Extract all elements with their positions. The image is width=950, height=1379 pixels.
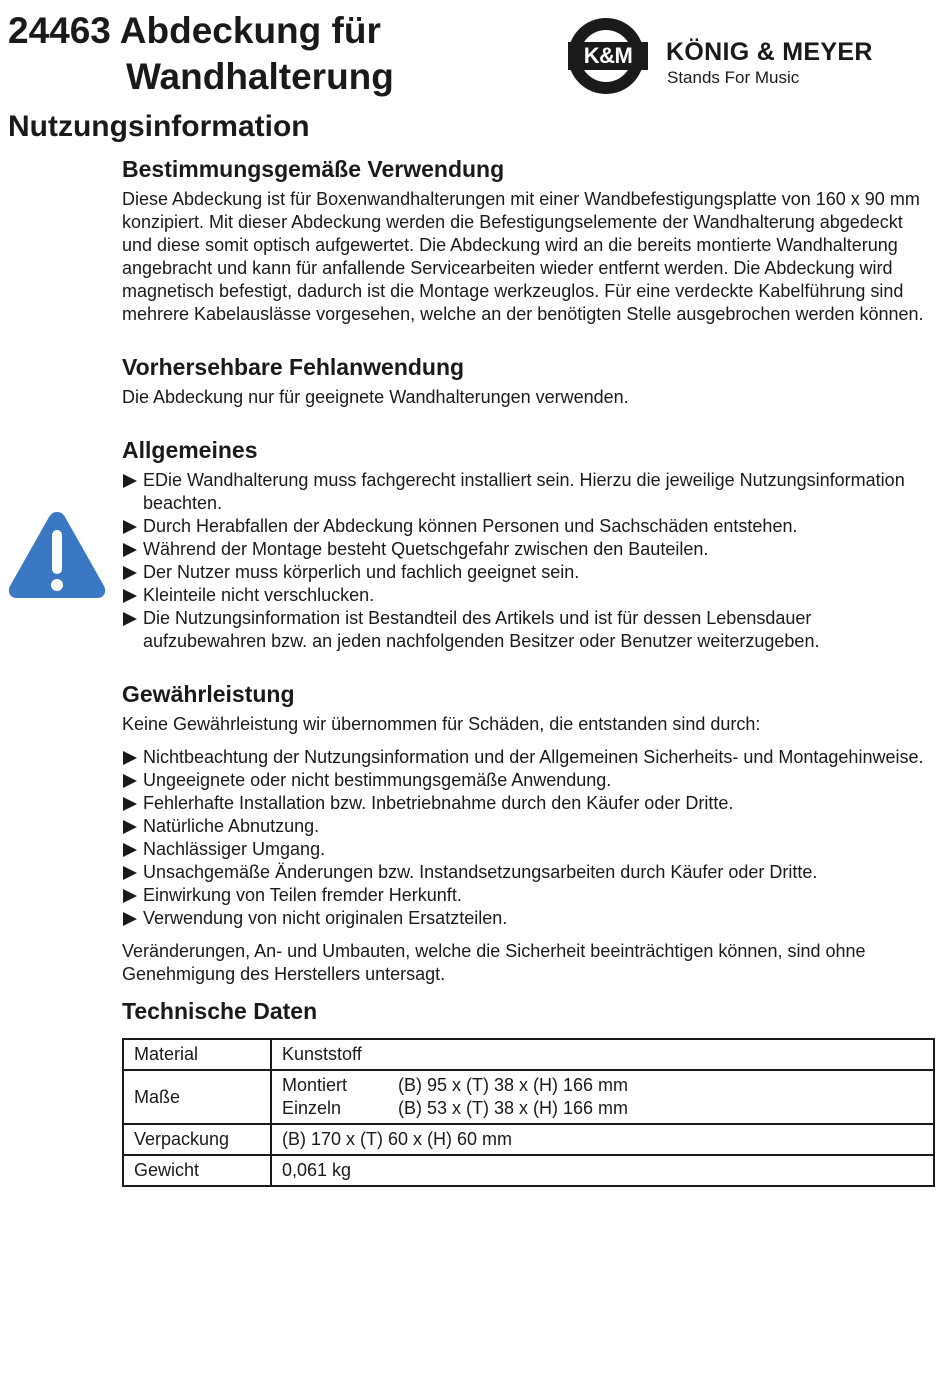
spec-label: Maße <box>123 1070 271 1124</box>
general-list <box>122 469 937 653</box>
document-title-line2: Wandhalterung <box>126 56 394 97</box>
list-item: Verwendung von nicht originalen Ersatzteilen. <box>122 907 937 930</box>
spec-value <box>271 1070 934 1124</box>
table-row <box>123 1039 934 1070</box>
brand-logo <box>568 18 938 94</box>
dimension-label: Einzeln <box>282 1098 342 1118</box>
section-heading: Gewährleistung <box>122 681 295 707</box>
list-item: Unsachgemäße Änderungen bzw. Instandsetzungsarbeiten durch Käufer oder Dritte. <box>122 861 937 884</box>
section-specs <box>122 994 937 1187</box>
list-item: Natürliche Abnutzung. <box>122 815 937 838</box>
main-heading: Nutzungsinformation <box>8 110 310 143</box>
section-warranty <box>122 677 937 986</box>
dimension-value: (B) 95 x (T) 38 x (H) 166 mm <box>398 1075 629 1095</box>
document-title-line1: 24463 Abdeckung für <box>8 10 381 51</box>
dimension-label: Montiert <box>282 1075 348 1095</box>
section-misuse <box>122 350 937 409</box>
section-intended-use <box>122 152 937 326</box>
section-text: Die Abdeckung nur für geeignete Wandhalterungen verwenden. <box>122 387 629 407</box>
spec-label: Material <box>123 1039 271 1070</box>
spec-value: Kunststoff <box>271 1039 934 1070</box>
section-general <box>122 433 937 653</box>
spec-value: 0,061 kg <box>271 1155 934 1186</box>
brand-tagline: Stands For Music <box>667 68 800 87</box>
section-text: Diese Abdeckung ist für Boxenwandhalterungen mit einer Wandbefestigungsplatte von 160 x 90 mm konzipiert. Mit dieser Abdeckung werden die Befestigungselemente der Wandhalterung abgedeckt und diese somit optisch aufgewertet. Die Abdeckung wird an die bereits montierte Wandhalterung angebracht und kann für anfallende Servicearbeiten wieder entfernt werden. Die Abdeckung wird magnetisch befestigt, dadurch ist die Montage werkzeuglos. Für eine verdeckte Kabelführung sind mehrere Kabelauslässe vorgesehen, welche an der benötigten Stelle ausgebrochen werden können. <box>122 189 924 324</box>
list-item: Einwirkung von Teilen fremder Herkunft. <box>122 884 937 907</box>
warranty-list <box>122 746 937 930</box>
list-item: Nichtbeachtung der Nutzungsinformation und der Allgemeinen Sicherheits- und Montagehinweise. <box>122 746 937 769</box>
section-heading: Bestimmungsgemäße Verwendung <box>122 156 505 182</box>
list-item: Kleinteile nicht verschlucken. <box>122 584 937 607</box>
table-row <box>123 1155 934 1186</box>
section-heading: Vorhersehbare Fehlanwendung <box>122 354 465 380</box>
list-item: Während der Montage besteht Quetschgefahr zwischen den Bauteilen. <box>122 538 937 561</box>
section-heading: Technische Daten <box>122 998 318 1024</box>
document-content <box>122 152 937 1211</box>
table-row <box>123 1070 934 1124</box>
brand-name: KÖNIG & MEYER <box>666 38 873 66</box>
table-row <box>123 1124 934 1155</box>
warranty-intro: Keine Gewährleistung wir übernommen für Schäden, die entstanden sind durch: <box>122 714 761 734</box>
specs-table <box>122 1038 935 1187</box>
list-item: Die Nutzungsinformation ist Bestandteil des Artikels und ist für dessen Lebensdauer aufzubewahren bzw. an jeden nachfolgenden Besitzer oder Benutzer weiterzugeben. <box>122 607 937 653</box>
list-item: Fehlerhafte Installation bzw. Inbetriebnahme durch den Käufer oder Dritte. <box>122 792 937 815</box>
list-item: Der Nutzer muss körperlich und fachlich geeignet sein. <box>122 561 937 584</box>
list-item: Nachlässiger Umgang. <box>122 838 937 861</box>
section-heading: Allgemeines <box>122 437 258 463</box>
spec-value: (B) 170 x (T) 60 x (H) 60 mm <box>271 1124 934 1155</box>
logo-mark: K&M <box>568 42 648 70</box>
document-title <box>8 8 394 100</box>
dimension-value: (B) 53 x (T) 38 x (H) 166 mm <box>398 1098 629 1118</box>
spec-label: Gewicht <box>123 1155 271 1186</box>
spec-label: Verpackung <box>123 1124 271 1155</box>
warning-triangle-icon <box>6 508 108 602</box>
list-item: Ungeeignete oder nicht bestimmungsgemäße Anwendung. <box>122 769 937 792</box>
list-item: EDie Wandhalterung muss fachgerecht installiert sein. Hierzu die jeweilige Nutzungsinformation beachten. <box>122 469 937 515</box>
warranty-footer: Veränderungen, An- und Umbauten, welche die Sicherheit beeinträchtigen können, sind ohne Genehmigung des Herstellers untersagt. <box>122 941 866 984</box>
list-item: Durch Herabfallen der Abdeckung können Personen und Sachschäden entstehen. <box>122 515 937 538</box>
